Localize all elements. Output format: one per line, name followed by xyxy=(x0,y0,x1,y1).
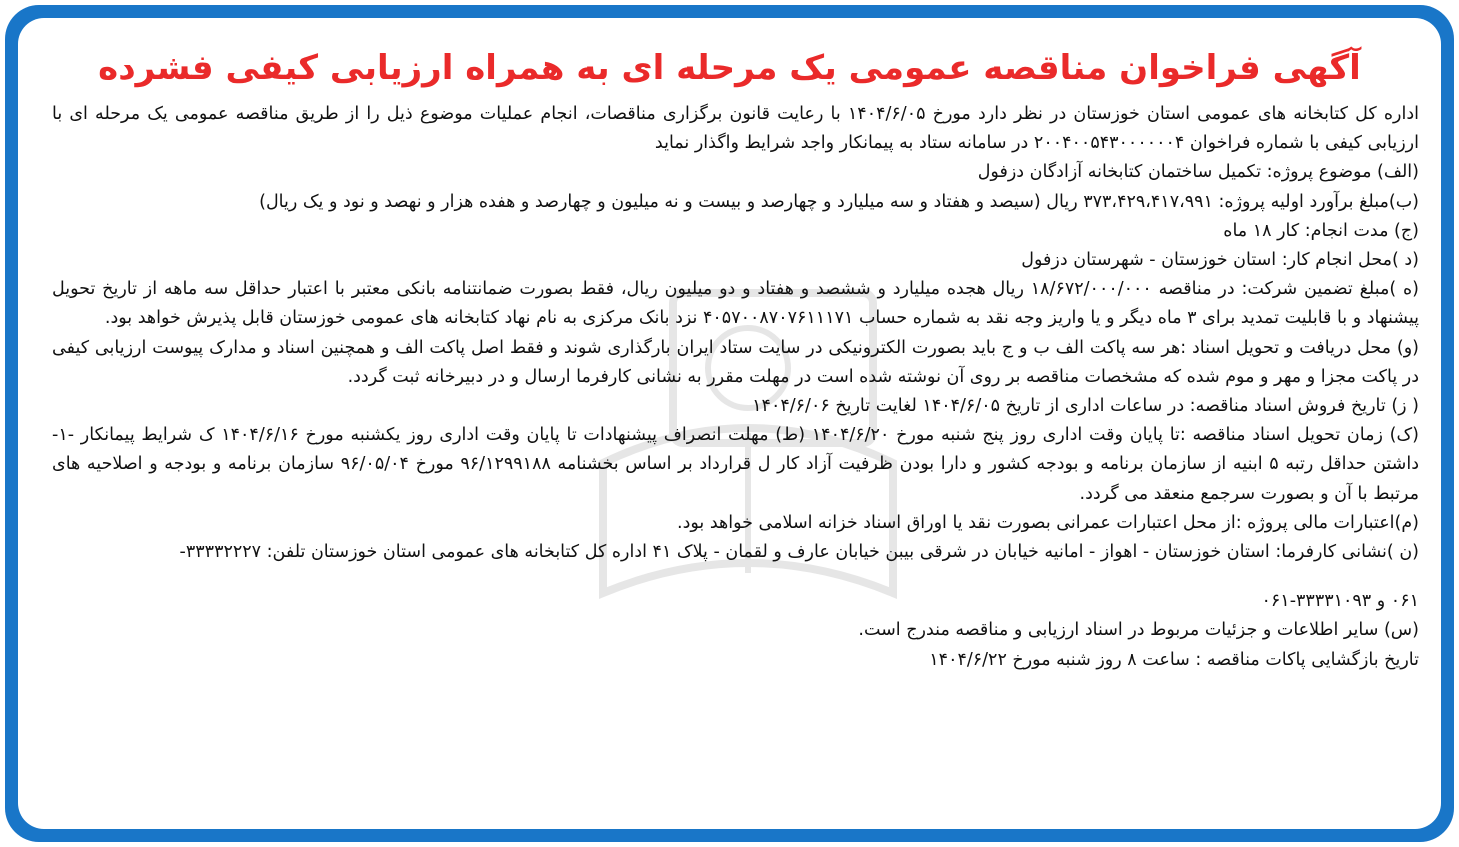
item-document-submission: (و) محل دریافت و تحویل اسناد :هر سه پاکت الف ب و ج باید بصورت الکترونیکی در سایت ستاد ایران بارگذاری شوند و فقط اصل پاکت الف و همچنین اسناد و مدارک پیوست ارزیابی کیفی در پاکت مجزا و مهر و موم شده که مشخصات مناقصه بر روی آن نوشته شده است در مهلت مقرر به نشانی کارفرما ارسال و در دبیرخانه ثبت گردد. xyxy=(52,337,1419,387)
item-guarantee-amount: (ه )مبلغ تضمین شرکت: در مناقصه ۱۸/۶۷۲/۰۰۰/۰۰۰ ریال هجده میلیارد و ششصد و هفتاد و دو میلیون ریال، فقط بصورت ضمانتنامه بانکی معتبر با اعتبار حداقل سه ماهه از تاریخ تحویل پیشنهاد و با قابلیت تمدید برای ۳ ماه دیگر و یا واریز وجه نقد به شماره حساب ۴۰۵۷۰۰۸۷۰۷۶۱۱۱۷۱ نزد بانک مرکزی به نام نهاد کتابخانه های عمومی خوزستان قابل پذیرش خواهد بود. xyxy=(52,279,1419,329)
item-other-info: (س) سایر اطلاعات و جزئیات مربوط در اسناد ارزیابی و مناقصه مندرج است. xyxy=(858,620,1419,641)
item-delivery-and-conditions: (ک) زمان تحویل اسناد مناقصه :تا پایان وقت اداری روز پنج شنبه مورخ ۱۴۰۴/۶/۲۰ (ط) مهلت انصراف پیشنهادات تا پایان وقت اداری روز یکشنبه مورخ ۱۴۰۴/۶/۱۶ ک شرایط پیمانکار -۱- داشتن حداقل رتبه ۵ ابنیه از سازمان برنامه و بودجه کشور و دارا بودن ظرفیت آزاد کار ل قرارداد بر اساس بخشنامه ۹۶/۱۲۹۹۱۸۸ مورخ ۹۶/۰۵/۰۴ سازمان برنامه و بودجه و اصلاحیه های مرتبط با آن و بصورت سرجمع منعقد می گردد. xyxy=(52,425,1419,504)
notice-title: آگهی فراخوان مناقصه عمومی یک مرحله ای به همراه ارزیابی کیفی فشرده xyxy=(98,48,1361,88)
notice-panel xyxy=(18,18,1441,829)
item-duration: (ج) مدت انجام: کار ۱۸ ماه xyxy=(1223,220,1419,241)
item-phone-continuation: ۰۶۱ و ۳۳۳۳۱۰۹۳-۰۶۱ xyxy=(1261,591,1419,612)
notice-body xyxy=(52,100,1419,675)
spacer xyxy=(52,567,1419,587)
item-opening-date: تاریخ بازگشایی پاکات مناقصه : ساعت ۸ روز شنبه مورخ ۱۴۰۴/۶/۲۲ xyxy=(929,649,1419,670)
item-project-subject: (الف) موضوع پروژه: تکمیل ساختمان کتابخانه آزادگان دزفول xyxy=(977,162,1419,183)
item-employer-address: (ن )نشانی کارفرما: استان خوزستان - اهواز - امانیه خیابان در شرقی بیبن خیابان عارف و لقمان - پلاک ۴۱ اداره کل کتابخانه های عمومی استان خوزستان تلفن: ۳۳۳۳۲۲۲۷- xyxy=(179,542,1419,563)
item-funding: (م)اعتبارات مالی پروژه :از محل اعتبارات عمرانی بصورت نقد یا اوراق اسناد خزانه اسلامی خواهد بود. xyxy=(677,512,1419,533)
item-document-sale-date: ( ز) تاریخ فروش اسناد مناقصه: در ساعات اداری از تاریخ ۱۴۰۴/۶/۰۵ لغایت تاریخ ۱۴۰۴/۶/۰۶ xyxy=(752,396,1419,417)
item-location: (د )محل انجام کار: استان خوزستان - شهرستان دزفول xyxy=(1021,250,1419,271)
intro-paragraph: اداره کل کتابخانه های عمومی استان خوزستان در نظر دارد مورخ ۱۴۰۴/۶/۰۵ با رعایت قانون برگزاری مناقصات، انجام عملیات موضوع ذیل را از طریق مناقصه عمومی یک مرحله ای با ارزیابی کیفی با شماره فراخوان ۲۰۰۴۰۰۵۴۳۰۰۰۰۰۰۴ در سامانه ستاد به پیمانکار واجد شرایط واگذار نماید xyxy=(52,104,1419,154)
item-estimated-amount: (ب)مبلغ برآورد اولیه پروژه: ۳۷۳،۴۲۹،۴۱۷،۹۹۱ ریال (سیصد و هفتاد و سه میلیارد و چهارصد و بیست و نه میلیون و چهارصد و هفده هزار و نهصد و نود و یک ریال) xyxy=(259,191,1419,212)
notice-frame xyxy=(5,5,1454,842)
